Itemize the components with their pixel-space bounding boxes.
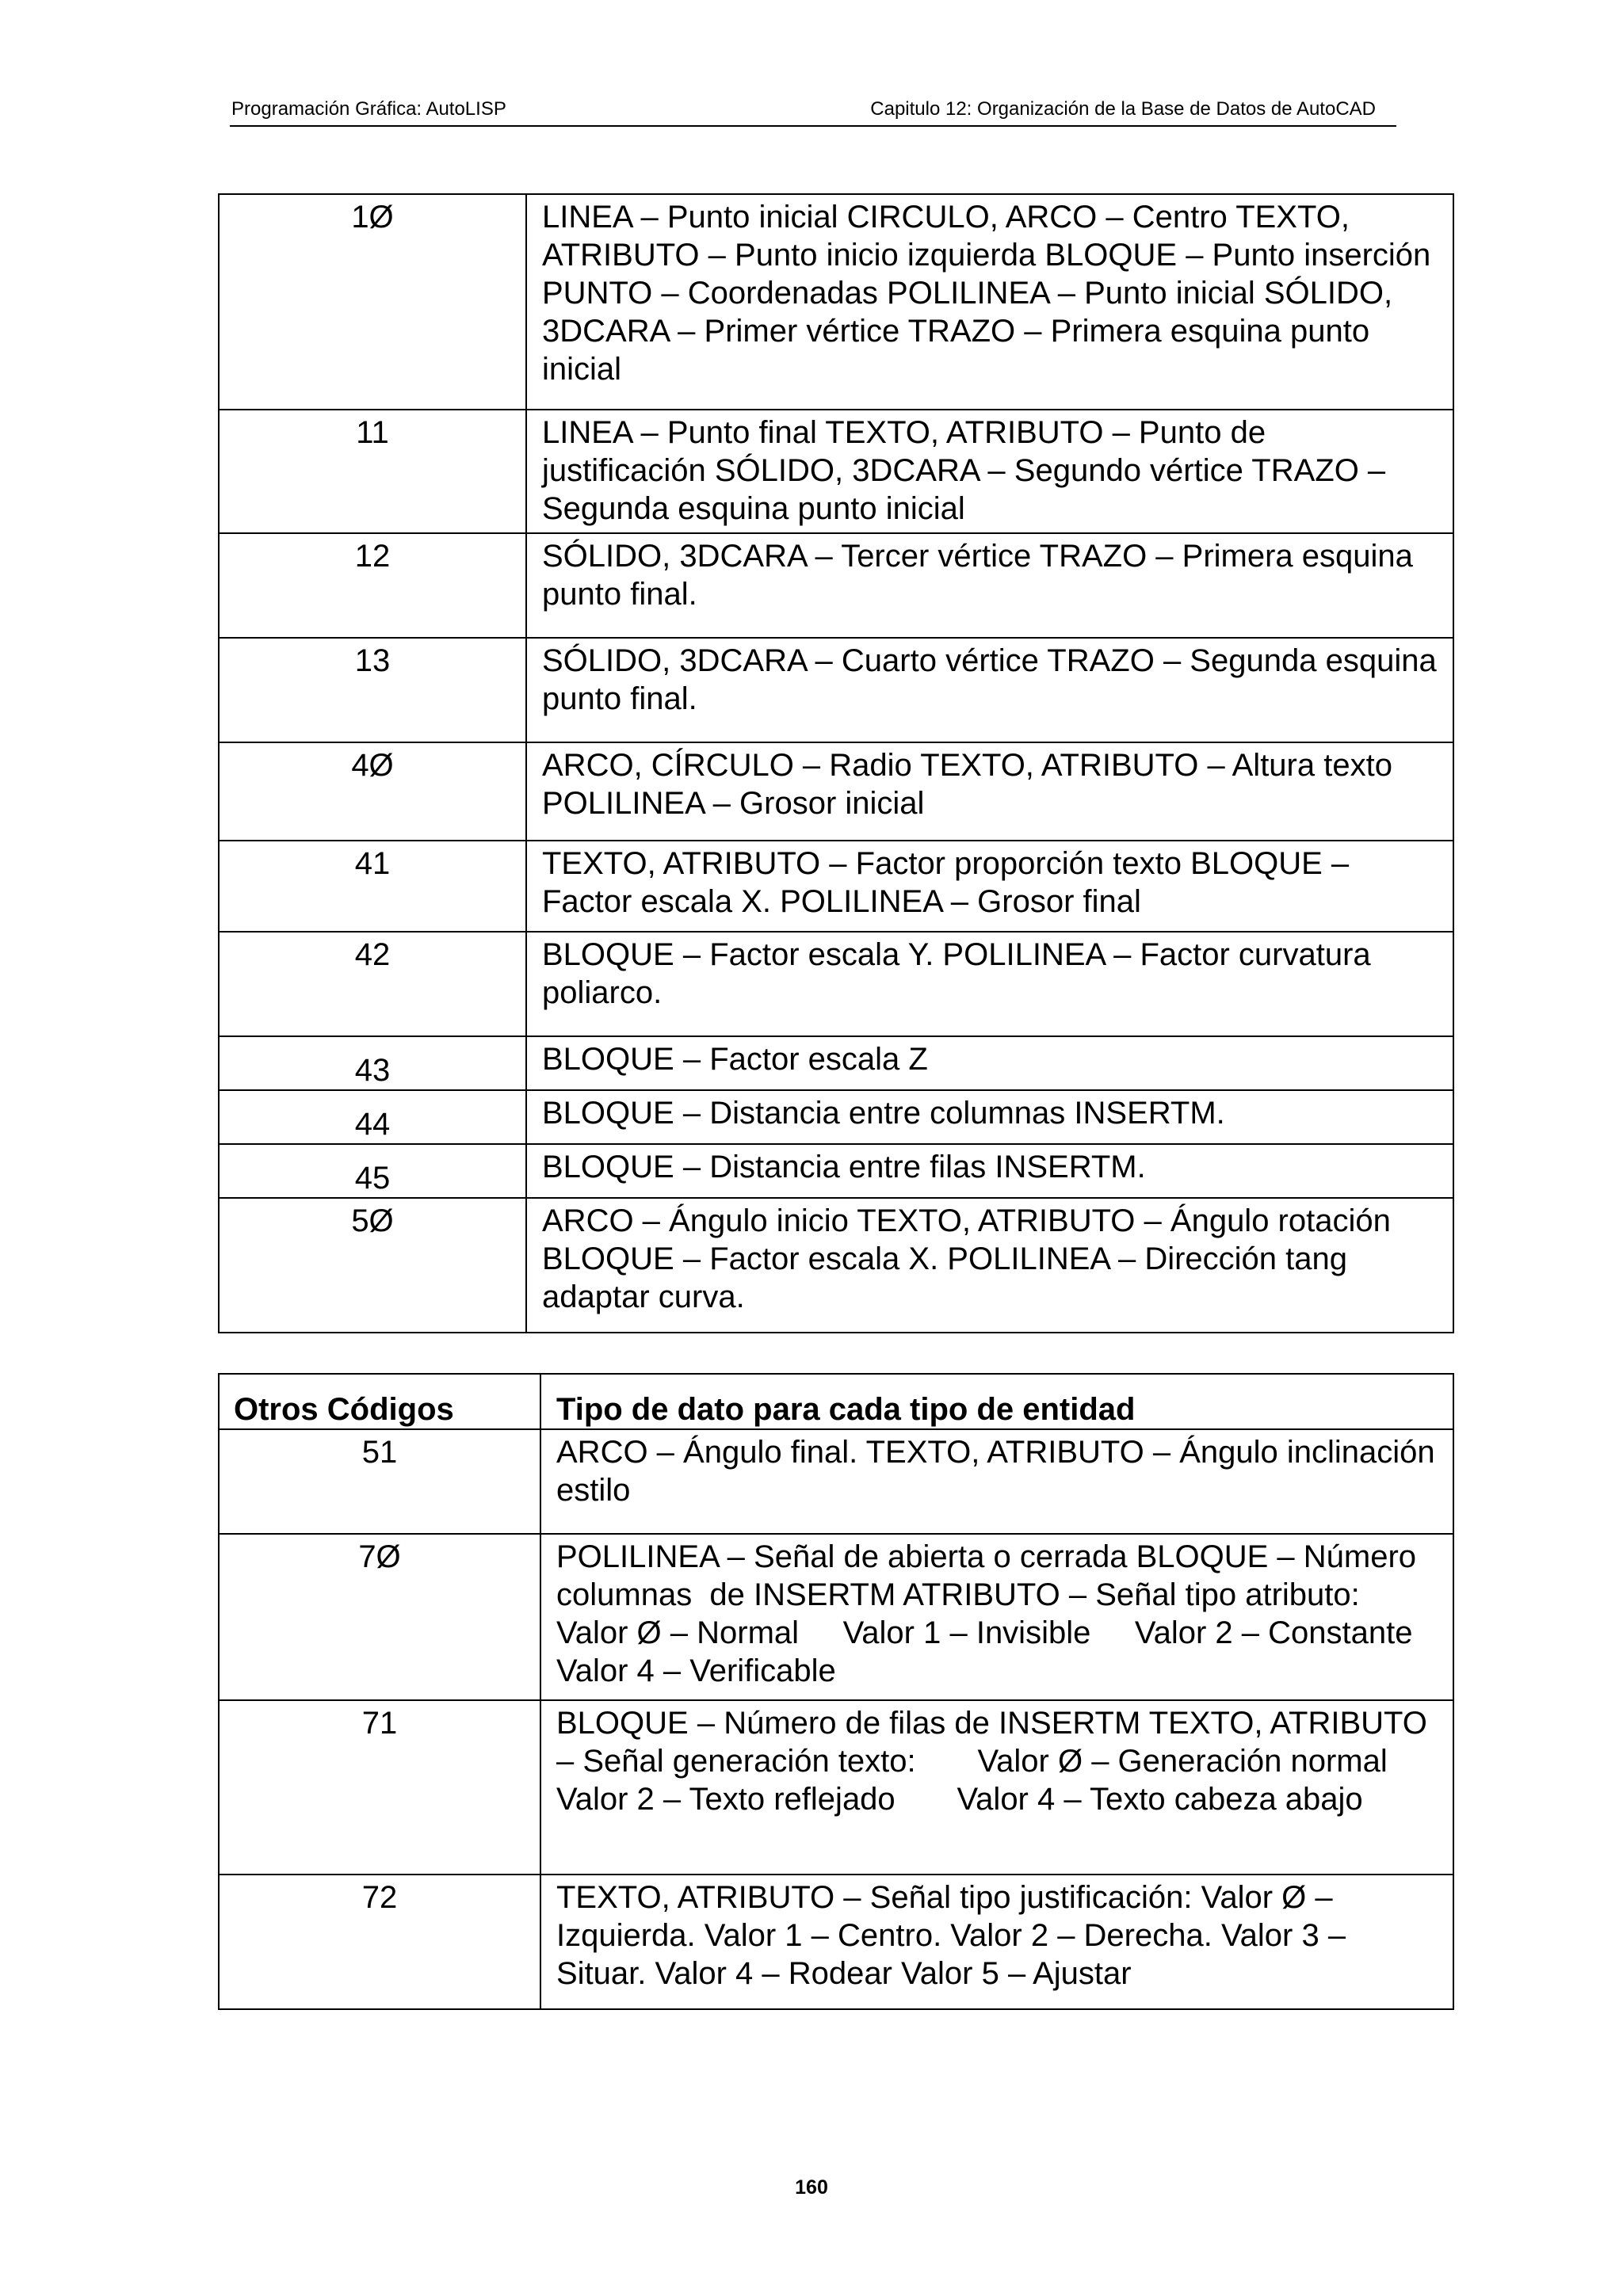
code-cell: 45 bbox=[219, 1144, 526, 1198]
table-row bbox=[219, 1534, 1453, 1700]
description-cell: SÓLIDO, 3DCARA – Tercer vértice TRAZO – Primera esquina punto final. bbox=[526, 533, 1453, 638]
table-row bbox=[219, 194, 1453, 410]
code-cell: 13 bbox=[219, 638, 526, 742]
description-cell: POLILINEA – Señal de abierta o cerrada BLOQUE – Número columnas de INSERTM ATRIBUTO – Señal tipo atributo: Valor Ø – Normal Valor 1 – Invisible Valor 2 – Constante Valor 4 – Verificable bbox=[540, 1534, 1453, 1700]
running-header bbox=[230, 93, 1396, 127]
code-cell: 51 bbox=[219, 1429, 540, 1534]
table-row bbox=[219, 841, 1453, 932]
code-cell: 1Ø bbox=[219, 194, 526, 410]
code-cell: 71 bbox=[219, 1700, 540, 1875]
code-cell: 11 bbox=[219, 410, 526, 533]
other-codes-table bbox=[218, 1373, 1454, 2010]
table-row bbox=[219, 1700, 1453, 1875]
header-code-cell: Otros Códigos bbox=[219, 1374, 540, 1429]
table-row bbox=[219, 1144, 1453, 1198]
description-cell: TEXTO, ATRIBUTO – Factor proporción texto BLOQUE – Factor escala X. POLILINEA – Grosor final bbox=[526, 841, 1453, 932]
code-cell: 5Ø bbox=[219, 1198, 526, 1333]
table-row bbox=[219, 1090, 1453, 1144]
code-cell: 41 bbox=[219, 841, 526, 932]
code-cell: 7Ø bbox=[219, 1534, 540, 1700]
group-codes-table bbox=[218, 193, 1454, 1333]
header-book-title: Programación Gráfica: AutoLISP bbox=[231, 98, 506, 120]
code-cell: 43 bbox=[219, 1036, 526, 1090]
table-row bbox=[219, 742, 1453, 841]
description-cell: ARCO – Ángulo inicio TEXTO, ATRIBUTO – Ángulo rotación BLOQUE – Factor escala X. POLILINEA – Dirección tang adaptar curva. bbox=[526, 1198, 1453, 1333]
description-cell: BLOQUE – Distancia entre filas INSERTM. bbox=[526, 1144, 1453, 1198]
description-cell: SÓLIDO, 3DCARA – Cuarto vértice TRAZO – Segunda esquina punto final. bbox=[526, 638, 1453, 742]
table-header-row bbox=[219, 1374, 1453, 1429]
table-row bbox=[219, 1875, 1453, 2009]
table-row bbox=[219, 638, 1453, 742]
code-cell: 42 bbox=[219, 932, 526, 1036]
table-row bbox=[219, 1429, 1453, 1534]
table-row bbox=[219, 410, 1453, 533]
description-cell: TEXTO, ATRIBUTO – Señal tipo justificación: Valor Ø – Izquierda. Valor 1 – Centro. Valor 2 – Derecha. Valor 3 – Situar. Valor 4 – Rodear Valor 5 – Ajustar bbox=[540, 1875, 1453, 2009]
description-cell: BLOQUE – Número de filas de INSERTM TEXTO, ATRIBUTO – Señal generación texto: Valor Ø – Generación normal Valor 2 – Texto reflejado Valor 4 – Texto cabeza abajo bbox=[540, 1700, 1453, 1875]
description-cell: BLOQUE – Factor escala Y. POLILINEA – Factor curvatura poliarco. bbox=[526, 932, 1453, 1036]
code-cell: 4Ø bbox=[219, 742, 526, 841]
table-row bbox=[219, 1198, 1453, 1333]
table-row bbox=[219, 932, 1453, 1036]
description-cell: BLOQUE – Distancia entre columnas INSERTM. bbox=[526, 1090, 1453, 1144]
header-desc-cell: Tipo de dato para cada tipo de entidad bbox=[540, 1374, 1453, 1429]
description-cell: LINEA – Punto inicial CIRCULO, ARCO – Centro TEXTO, ATRIBUTO – Punto inicio izquierda BLOQUE – Punto inserción PUNTO – Coordenadas POLILINEA – Punto inicial SÓLIDO, 3DCARA – Primer vértice TRAZO – Primera esquina punto inicial bbox=[526, 194, 1453, 410]
description-cell: ARCO, CÍRCULO – Radio TEXTO, ATRIBUTO – Altura texto POLILINEA – Grosor inicial bbox=[526, 742, 1453, 841]
description-cell: ARCO – Ángulo final. TEXTO, ATRIBUTO – Ángulo inclinación estilo bbox=[540, 1429, 1453, 1534]
code-cell: 72 bbox=[219, 1875, 540, 2009]
description-cell: BLOQUE – Factor escala Z bbox=[526, 1036, 1453, 1090]
header-chapter-title: Capitulo 12: Organización de la Base de Datos de AutoCAD bbox=[870, 98, 1376, 120]
table-row bbox=[219, 533, 1453, 638]
table-row bbox=[219, 1036, 1453, 1090]
code-cell: 44 bbox=[219, 1090, 526, 1144]
description-cell: LINEA – Punto final TEXTO, ATRIBUTO – Punto de justificación SÓLIDO, 3DCARA – Segundo vértice TRAZO – Segunda esquina punto inicial bbox=[526, 410, 1453, 533]
code-cell: 12 bbox=[219, 533, 526, 638]
page-number: 160 bbox=[795, 2176, 828, 2199]
